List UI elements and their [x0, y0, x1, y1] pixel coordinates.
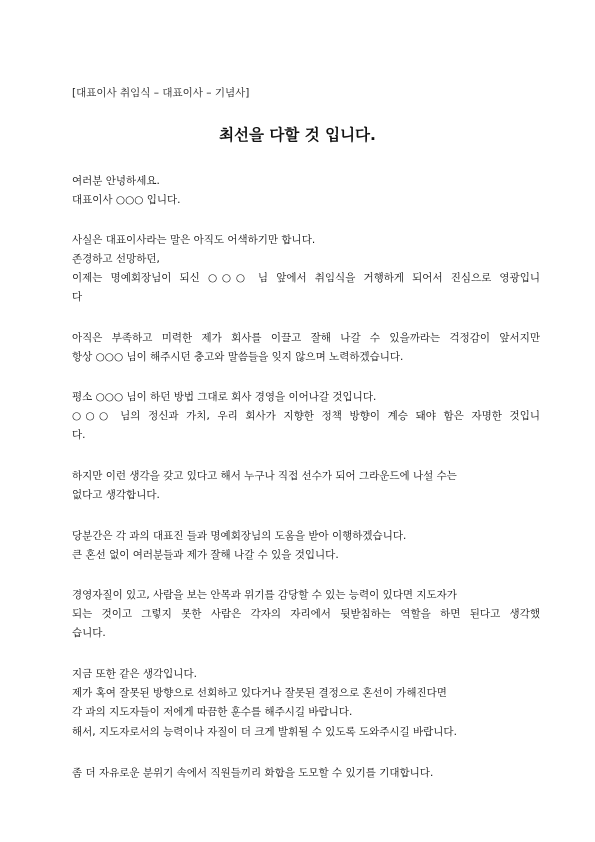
body-line: 항상 ○○○ 님이 해주시던 충고와 말씀들을 잊지 않으며 노력하겠습니다. — [72, 351, 404, 363]
body-line: 여러분 안녕하세요. — [72, 175, 160, 187]
body-line: 이제는 명예회장님이 되신 ○○○ 님 앞에서 취임식을 거행하게 되어서 진심으로 영광입니 — [72, 272, 540, 284]
body-line: 경영자질이 있고, 사람을 보는 안목과 위기를 감당할 수 있는 능력이 있다면 지도자가 — [72, 589, 457, 601]
body-line: 하지만 이런 생각을 갖고 있다고 해서 누구나 직접 선수가 되어 그라운드에 나설 수는 — [72, 470, 457, 482]
body-line: 사실은 대표이사라는 말은 아직도 어색하기만 합니다. — [72, 234, 316, 246]
body-line: 다 — [72, 291, 83, 303]
body-line: 평소 ○○○ 님이 하던 방법 그대로 회사 경영을 이어나갈 것입니다. — [72, 391, 377, 403]
body-line: ○○○ 님의 정신과 가치, 우리 회사가 지향한 정책 방향이 계승 돼야 함은 자명한 것입니 — [72, 410, 540, 422]
body-line: 당분간은 각 과의 대표진 들과 명예회장님의 도움을 받아 이행하겠습니다. — [72, 530, 407, 542]
document-title: 최선을 다할 것 입니다. — [219, 126, 376, 144]
body-line: 다. — [72, 429, 86, 441]
body-line: 습니다. — [72, 627, 106, 639]
document-category-label: [대표이사 취임식 – 대표이사 – 기념사] — [72, 87, 250, 99]
body-line: 아직은 부족하고 미력한 제가 회사를 이끌고 잘해 나갈 수 있을까라는 걱정감이 앞서지만 — [72, 332, 540, 344]
body-line: 각 과의 지도자들이 저에게 따끔한 훈수를 해주시길 바랍니다. — [72, 706, 353, 718]
body-line: 되는 것이고 그렇지 못한 사람은 각자의 자리에서 뒷받침하는 역할을 하면 된다고 생각했 — [72, 608, 540, 620]
body-line: 없다고 생각합니다. — [72, 489, 160, 501]
body-line: 대표이사 ○○○ 입니다. — [72, 194, 181, 206]
body-line: 해서, 지도자로서의 능력이나 자질이 더 크게 발휘될 수 있도록 도와주시길 바랍니다. — [72, 726, 457, 738]
body-line: 지금 또한 같은 생각입니다. — [72, 668, 197, 680]
body-line: 큰 혼선 없이 여러분들과 제가 잘해 나갈 수 있을 것입니다. — [72, 549, 339, 561]
body-line: 좀 더 자유로운 분위기 속에서 직원들끼리 화합을 도모할 수 있기를 기대합니다. — [72, 767, 434, 779]
body-line: 존경하고 선망하던, — [72, 253, 160, 265]
body-line: 제가 혹여 잘못된 방향으로 선회하고 있다거나 잘못된 결정으로 혼선이 가해진다면 — [72, 687, 447, 699]
